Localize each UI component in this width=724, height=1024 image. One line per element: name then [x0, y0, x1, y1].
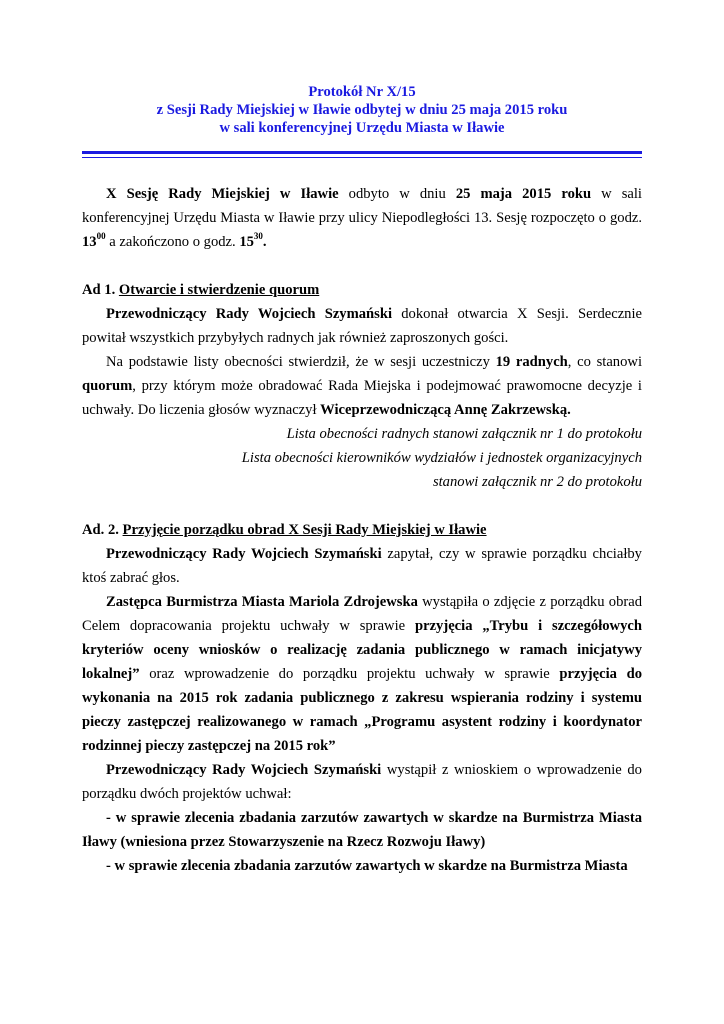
ad2-list-item-1: - w sprawie zlecenia zbadania zarzutów zawartych w skardze na Burmistrza Miasta Iławy (wniesiona przez Stowarzyszenie na Rzecz Rozwoju Iławy) — [82, 810, 642, 850]
ad2-heading: Ad. 2. Przyjęcie porządku obrad X Sesji Rady Miejskiej w Iławie — [82, 522, 487, 538]
attachment-note-3: stanowi załącznik nr 2 do protokołu — [432, 474, 642, 490]
attachment-note-2: Lista obecności kierowników wydziałów i jednostek organizacyjnych — [241, 450, 642, 466]
intro-paragraph: X Sesję Rady Miejskiej w Iławie odbyto w dniu 25 maja 2015 roku w sali konferencyjnej Urzędu Miasta w Iławie przy ulicy Niepodległości 13. Sesję rozpoczęto o godz. $13^{00}$ a zakończono o godz. $15^{30}$. — [82, 186, 642, 250]
protocol-location: w sali konferencyjnej Urzędu Miasta w Iławie — [219, 120, 505, 136]
start-time: $13^{00}$ — [82, 231, 106, 250]
session-name: X Sesję Rady Miejskiej w Iławie — [106, 186, 339, 202]
ad1-paragraph-1: Przewodniczący Rady Wojciech Szymański dokonał otwarcia X Sesji. Serdecznie powitał wszystkich przybyłych radnych jak również zaproszonych gości. — [82, 306, 642, 346]
protocol-body — [82, 182, 642, 878]
ad1-paragraph-2: Na podstawie listy obecności stwierdził, że w sesji uczestniczy 19 radnych, co stanowi quorum, przy którym może obradować Rada Miejska i podejmować prawomocne decyzje i uchwały. Do liczenia głosów wyznaczył Wiceprzewodniczącą Annę Zakrzewską. — [82, 354, 642, 418]
ad2-paragraph-1: Przewodniczący Rady Wojciech Szymański zapytał, czy w sprawie porządku chciałby ktoś zabrać głos. — [82, 546, 642, 586]
session-date: 25 maja 2015 roku — [455, 186, 592, 202]
end-time: $15^{30}$ — [239, 231, 263, 250]
protocol-title: Protokół Nr X/15 — [308, 84, 416, 100]
ad2-paragraph-2: Zastępca Burmistrza Miasta Mariola Zdrojewska wystąpiła o zdjęcie z porządku obrad Celem dopracowania projektu uchwały w sprawie przyjęcia „Trybu i szczegółowych kryteriów oceny wniosków o realizację zadania publicznego w ramach inicjatywy lokalnej” oraz wprowadzenie do porządku projektu uchwały w sprawie przyjęcia do wykonania na 2015 rok zadania publicznego z zakresu wspierania rodziny i systemu pieczy zastępczej realizowanego w ramach „Programu asystent rodziny i koordynator rodzinnej pieczy zastępczej na 2015 rok” — [82, 594, 642, 754]
ad2-list-item-2: - w sprawie zlecenia zbadania zarzutów zawartych w skardze na Burmistrza Miasta — [106, 858, 628, 874]
protocol-subtitle: z Sesji Rady Miejskiej w Iławie odbytej w dniu 25 maja 2015 roku — [156, 102, 568, 118]
header-rule-thick — [82, 151, 642, 154]
header-rule-thin — [82, 157, 642, 158]
attachment-note-1: Lista obecności radnych stanowi załącznik nr 1 do protokołu — [286, 426, 642, 442]
protocol-header — [0, 83, 724, 137]
ad1-heading: Ad 1. Otwarcie i stwierdzenie quorum — [82, 282, 320, 298]
ad2-paragraph-3: Przewodniczący Rady Wojciech Szymański wystąpił z wnioskiem o wprowadzenie do porządku dwóch projektów uchwał: — [82, 762, 642, 802]
